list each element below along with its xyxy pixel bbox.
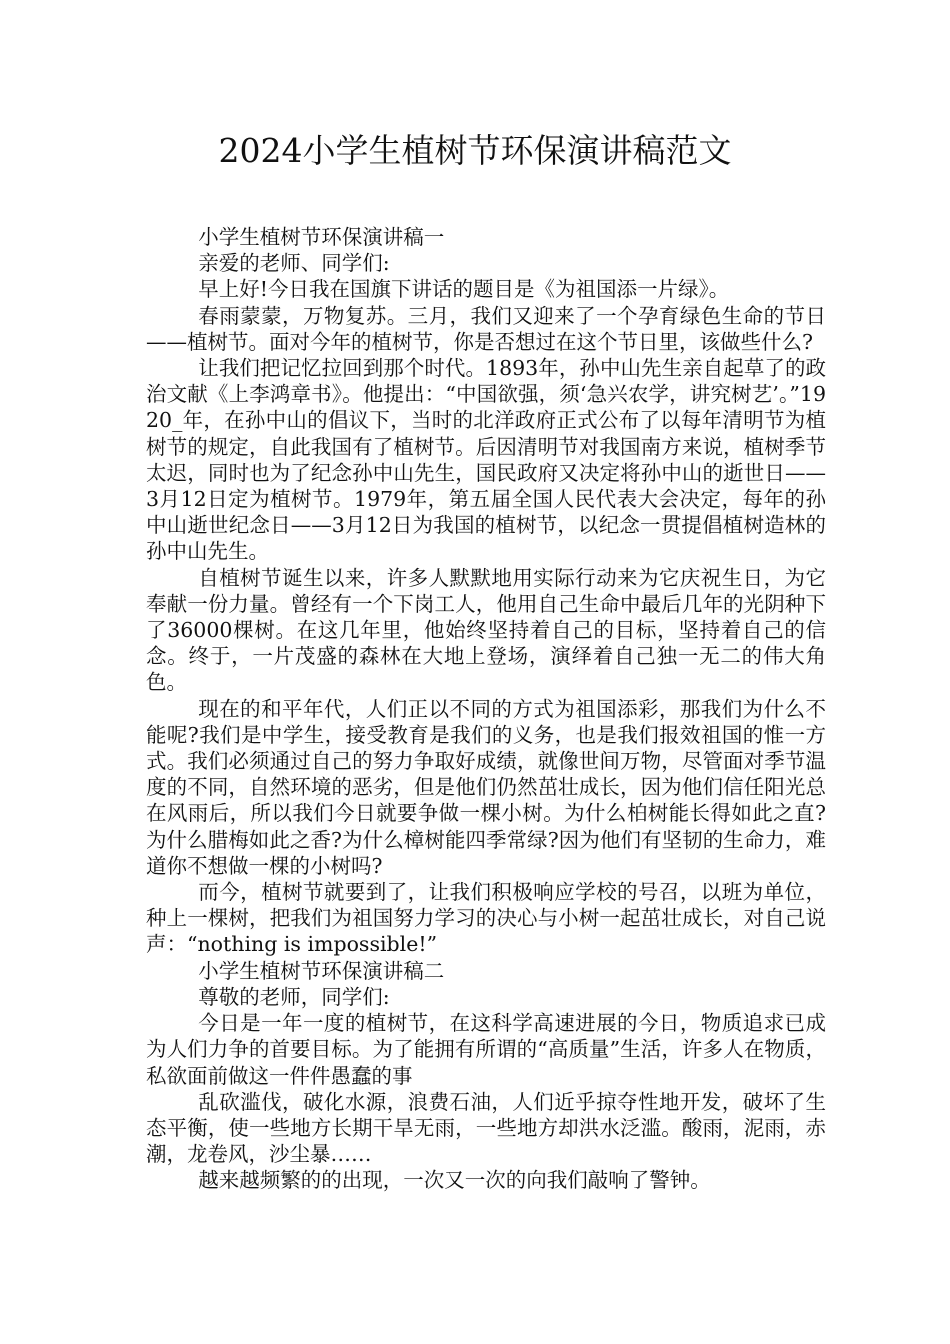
paragraph: 自植树节诞生以来，许多人默默地用实际行动来为它庆祝生日，为它奉献一份力量。曾经有一个下岗工人，他用自己生命中最后几年的光阴种下了36000棵树。在这几年里，他始终坚持着自己的目标，坚持着自己的信念。终于，一片茂盛的森林在大地上登场，演绎着自己独一无二的伟大角色。 — [146, 565, 826, 695]
paragraph: 现在的和平年代，人们正以不同的方式为祖国添彩，那我们为什么不能呢?我们是中学生，接受教育是我们的义务，也是我们报效祖国的惟一方式。我们必须通过自己的努力争取好成绩，就像世间万物，尽管面对季节温度的不同，自然环境的恶劣，但是他们仍然茁壮成长，因为他们信任阳光总在风雨后，所以我们今日就要争做一棵小树。为什么柏树能长得如此之直?为什么腊梅如此之香?为什么樟树能四季常绿?因为他们有坚韧的生命力，难道你不想做一棵的小树吗? — [146, 696, 826, 878]
paragraph: 今日是一年一度的植树节，在这科学高速进展的今日，物质追求已成为人们力争的首要目标。为了能拥有所谓的“高质量”生活，许多人在物质，私欲面前做这一件件愚蠢的事 — [146, 1011, 826, 1088]
section-heading-1: 小学生植树节环保演讲稿一 — [198, 225, 445, 249]
section-heading-2: 小学生植树节环保演讲稿二 — [198, 958, 445, 983]
paragraph: 越来越频繁的的出现，一次又一次的向我们敲响了警钟。 — [198, 1168, 711, 1193]
paragraph: 春雨蒙蒙，万物复苏。三月，我们又迎来了一个孕育绿色生命的节日——植树节。面对今年的植树节，你是否想过在这个节日里，该做些什么? — [146, 303, 826, 354]
paragraph: 让我们把记忆拉回到那个时代。1893年，孙中山先生亲自起草了的政治文献《上李鸿章书》。他提出：“中国欲强，须‘急兴农学，讲究树艺’。”1920_年，在孙中山的倡议下，当时的北洋政府正式公布了以每年清明节为植树节的规定，自此我国有了植树节。后因清明节对我国南方来说，植树季节太迟，同时也为了纪念孙中山先生，国民政府又决定将孙中山的逝世日——3月12日定为植树节。1979年，第五届全国人民代表大会决定，每年的孙中山逝世纪念日——3月12日为我国的植树节，以纪念一贯提倡植树造林的孙中山先生。 — [146, 356, 826, 564]
salutation-2: 尊敬的老师，同学们: — [198, 984, 390, 1009]
document-body — [146, 224, 826, 1194]
paragraph: 而今，植树节就要到了，让我们积极响应学校的号召，以班为单位，种上一棵树，把我们为祖国努力学习的决心与小树一起茁壮成长，对自己说声：“nothing is impossible!” — [146, 880, 826, 957]
paragraph: 乱砍滥伐，破化水源，浪费石油，人们近乎掠夺性地开发，破坏了生态平衡，使一些地方长期干旱无雨，一些地方却洪水泛滥。酸雨，泥雨，赤潮，龙卷风，沙尘暴…… — [146, 1089, 826, 1167]
paragraph: 早上好!今日我在国旗下讲话的题目是《为祖国添一片绿》。 — [198, 277, 730, 302]
document-title: 2024小学生植树节环保演讲稿范文 — [218, 131, 732, 170]
salutation-1: 亲爱的老师、同学们: — [198, 251, 390, 276]
